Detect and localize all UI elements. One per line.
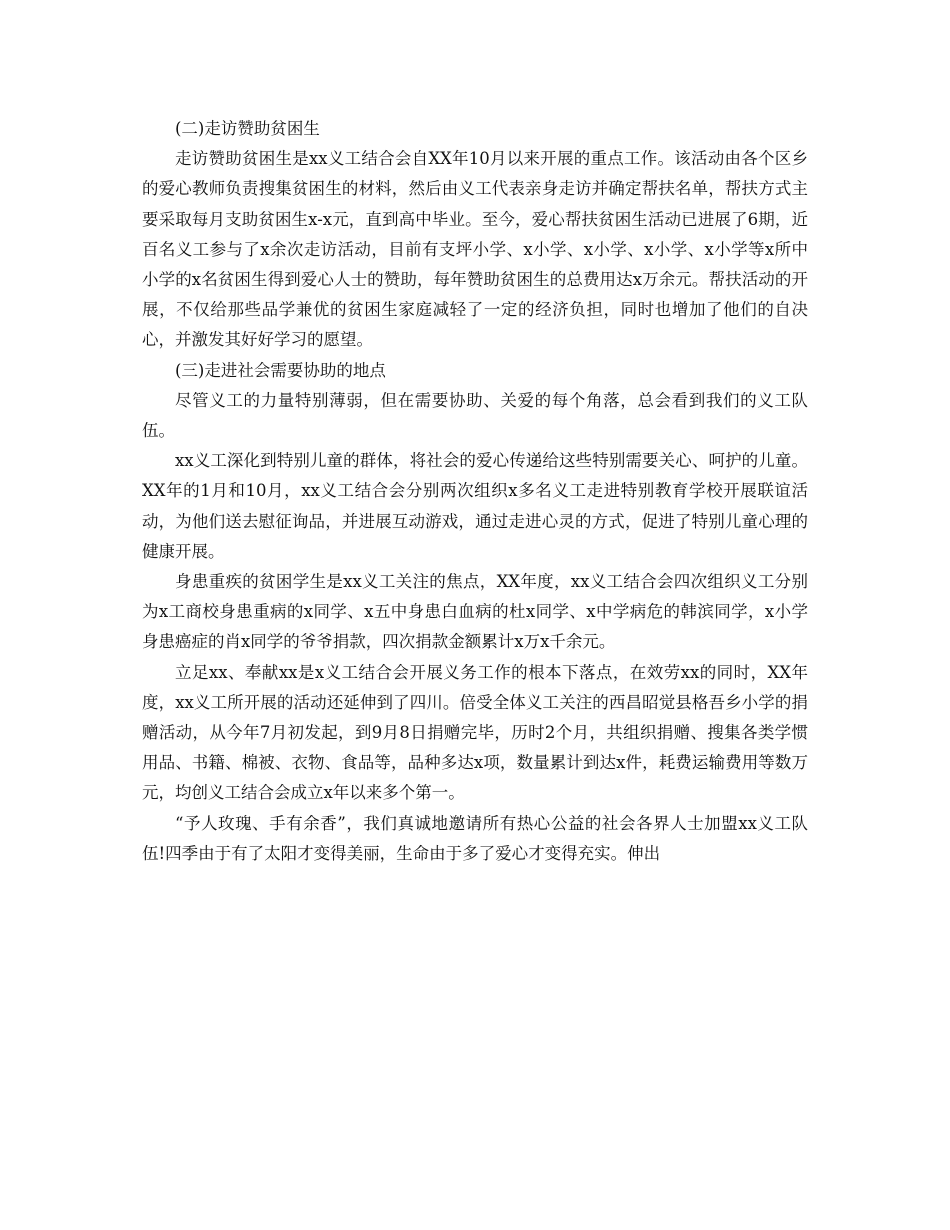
paragraph-sick-students: 身患重疾的贫困学生是xx义工关注的焦点，XX年度，xx义工结合会四次组织义工分别为x工商校身患重病的x同学、x五中身患白血病的杜x同学、x中学病危的韩滨同学，x小学身患癌症的肖x同学的爷爷捐款，四次捐款金额累计x万x千余元。 — [142, 572, 808, 652]
paragraph-visit-poor-students: 走访赞助贫困生是xx义工结合会自XX年10月以来开展的重点工作。该活动由各个区乡的爱心教师负责搜集贫困生的材料，然后由义工代表亲身走访并确定帮扶名单，帮扶方式主要采取每月支助贫困生x-x元，直到高中毕业。至今，爱心帮扶贫困生活动已进展了6期，近百名义工参与了x余次走访活动，目前有支坪小学、x小学、x小学、x小学、x小学等x所中小学的x名贫困生得到爱心人士的赞助，每年赞助贫困生的总费用达x万余元。帮扶活动的开展，不仅给那些品学兼优的贫困生家庭减轻了一定的经济负担，同时也增加了他们的自决心，并激发其好好学习的愿望。 — [142, 149, 808, 350]
paragraph-invitation: “予人玫瑰、手有余香”，我们真诚地邀请所有热心公益的社会各界人士加盟xx义工队伍!四季由于有了太阳才变得美丽，生命由于多了爱心才变得充实。伸出 — [142, 813, 808, 863]
paragraph-volunteer-team: 尽管义工的力量特别薄弱，但在需要协助、关爱的每个角落，总会看到我们的义工队伍。 — [142, 390, 808, 441]
paragraph-sichuan-donation: 立足xx、奉献xx是x义工结合会开展义务工作的根本下落点，在效劳xx的同时，XX年度，xx义工所开展的活动还延伸到了四川。倍受全体义工关注的西昌昭觉县格吾乡小学的捐赠活动，从今年7月初发起，到9月8日捐赠完毕，历时2个月，共组织捐赠、搜集各类学惯用品、书籍、棉被、衣物、食品等，品种多达x项，数量累计到达x件，耗费运输费用等数万元，均创义工结合会成立x年以来多个第一。 — [142, 662, 808, 803]
section-heading-visit-poor-students: (二)走访赞助贫困生 — [175, 119, 320, 138]
document-body — [142, 114, 808, 869]
paragraph-special-children: xx义工深化到特别儿童的群体，将社会的爱心传递给这些特别需要关心、呵护的儿童。XX年的1月和10月，xx义工结合会分别两次组织x多名义工走进特别教育学校开展联谊活动，为他们送去慰征询品，并进展互动游戏，通过走进心灵的方式，促进了特别儿童心理的健康开展。 — [142, 451, 808, 561]
section-heading-places-need-help: (三)走进社会需要协助的地点 — [175, 360, 386, 380]
